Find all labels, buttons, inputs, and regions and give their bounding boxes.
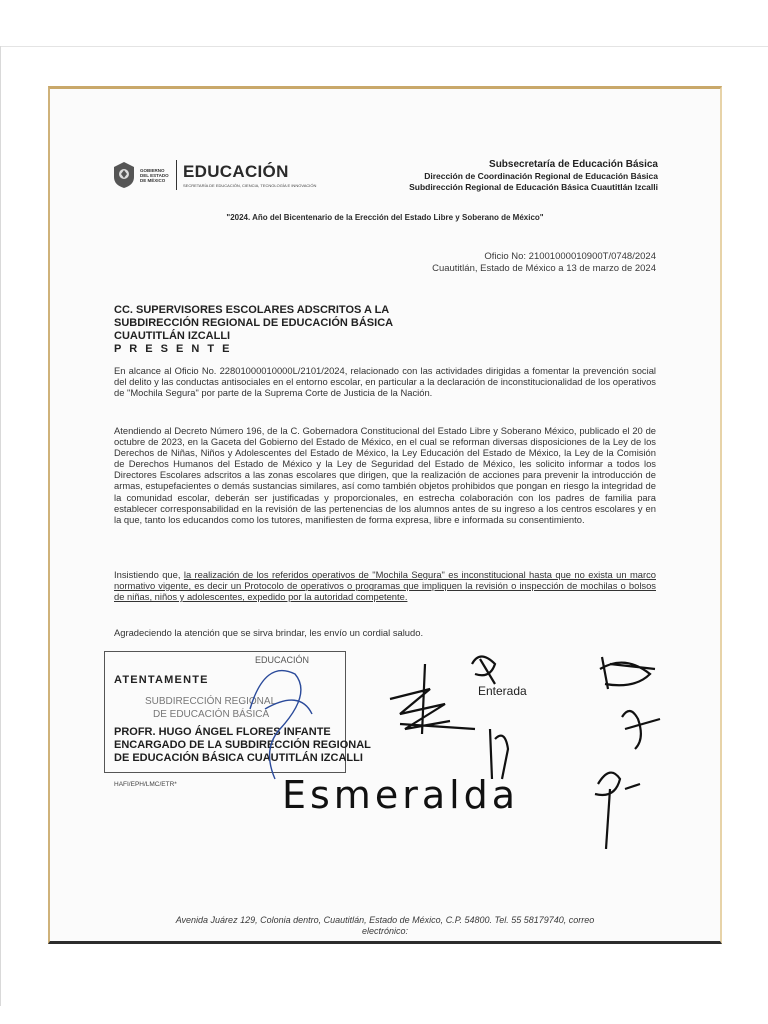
signature-tail-6 (595, 773, 640, 849)
signer-title: DE EDUCACIÓN BÁSICA CUAUTITLÁN IZCALLI (114, 752, 363, 764)
stamp-header: EDUCACIÓN (255, 655, 310, 665)
body-paragraph-1: En alcance al Oficio No. 22801000010000L/2101/2024, relacionado con las actividades dirigidas a fomentar la prevención social del delito y las conductas antisociales en el entorno escolar, en particular a la declaración de inconstitucionalidad de los operativos de "Mochila Segura" por parte de la Suprema Corte de Justicia de la Nación. (114, 365, 656, 399)
atentamente-label: ATENTAMENTE (114, 674, 209, 686)
letterhead-footer (50, 915, 720, 937)
stamp-line: SUBDIRECCIÓN REGIONAL (145, 696, 277, 707)
year-motto: "2024. Año del Bicentenario de la Erección del Estado Libre y Soberano de México" (226, 213, 544, 222)
presente-label: P R E S E N T E (114, 343, 232, 355)
gov-label: GOBIERNO DEL ESTADO DE MÉXICO (140, 167, 169, 183)
footer-address: Avenida Juárez 129, Colonia dentro, Cuautitlán, Estado de México, C.P. 54800. Tel. 55 58179740, correo (175, 915, 595, 925)
stamp-line: DE EDUCACIÓN BÁSICA (153, 709, 270, 720)
enterada-note: Enterada (478, 684, 527, 698)
viewer-left-edge (0, 46, 1, 1006)
direccion-title: Dirección de Coordinación Regional de Educación Básica (424, 171, 658, 181)
signature-rubric-4 (622, 711, 660, 749)
signatures-overlay (50, 89, 720, 849)
handwritten-name: Esmeralda (282, 773, 520, 817)
body-paragraph-2: Atendiendo al Decreto Número 196, de la C. Gobernadora Constitucional del Estado Libre y Soberano México, publicado el 20 de octubre de 2023, en la Gaceta del Gobierno del Estado de México, en el cual se reforman diversas disposiciones de la Ley de los Derechos de Niñas, Niños y Adolescentes del Estado de México, la Ley Educación del Estado de México, la Ley de la Comisión de Derechos Humanos del Estado de México y la Ley de Seguridad del Estado de México, les solicito informar a todos los Directores Escolares adscritos a las zonas escolares que dirigen, que la realización de acciones para prevenir la introducción de armas, estupefacientes o demás sustancias similares, así como también objetos prohibidos que pongan en riesgo la integridad de la comunidad escolar, deberán ser justificadas y proporcionales, en estrecha colaboración con los padres de familia para establecer corresponsabilidad en la revisión de las pertenencias de los alumnos antes de su ingreso a los centros escolares y en la que, tanto los educandos como los tutores, manifiesten de forma expresa, libre e informada su consentimiento. (114, 425, 656, 525)
reference-initials: HAFI/EPH/LMC/ETR* (114, 781, 177, 788)
oficio-number: Oficio No: 21001000010900T/0748/2024 (484, 251, 656, 262)
stamp-signature (250, 671, 312, 779)
addressee-line: CUAUTITLÁN IZCALLI (114, 330, 231, 342)
education-subtitle: SECRETARÍA DE EDUCACIÓN, CIENCIA, TECNOLOGÍA E INNOVACIÓN (183, 182, 317, 188)
body-paragraph-4: Agradeciendo la atención que se sirva brindar, les envío un cordial saludo. (114, 627, 424, 638)
signature-initials-5 (490, 729, 508, 779)
paragraph-3-underlined: la realización de los referidos operativos de "Mochila Segura" es inconstitucional hasta que no exista un marco normativo vigente, es decir un Protocolo de operativos o programas que impliquen la revisión o inspección de mochilas o bolsos de niñas, niños y adolescentes, expedido por la autoridad competente. (114, 569, 656, 603)
education-word: EDUCACIÓN (183, 161, 289, 181)
signer-title: ENCARGADO DE LA SUBDIRECCIÓN REGIONAL (114, 739, 371, 751)
addressee-line: SUBDIRECCIÓN REGIONAL DE EDUCACIÓN BÁSICA (114, 317, 394, 329)
subdireccion-title: Subdirección Regional de Educación Básica Cuautitlán Izcalli (409, 181, 658, 192)
signer-name: PROFR. HUGO ÁNGEL FLORES INFANTE (114, 726, 331, 738)
addressee-line: CC. SUPERVISORES ESCOLARES ADSCRITOS A LA (114, 304, 390, 316)
scanned-document-page (48, 86, 722, 944)
footer-email-label: electrónico: (361, 926, 409, 936)
paragraph-3-intro: Insistiendo que, (114, 569, 184, 580)
signature-rubric-2 (472, 657, 495, 685)
subsecretaria-title: Subsecretaría de Educación Básica (489, 159, 658, 170)
signature-scribble-1 (390, 664, 475, 734)
oficio-place-date: Cuautitlán, Estado de México a 13 de marzo de 2024 (432, 262, 656, 274)
signature-rubric-3 (600, 657, 655, 689)
viewer-top-bar (0, 0, 768, 47)
